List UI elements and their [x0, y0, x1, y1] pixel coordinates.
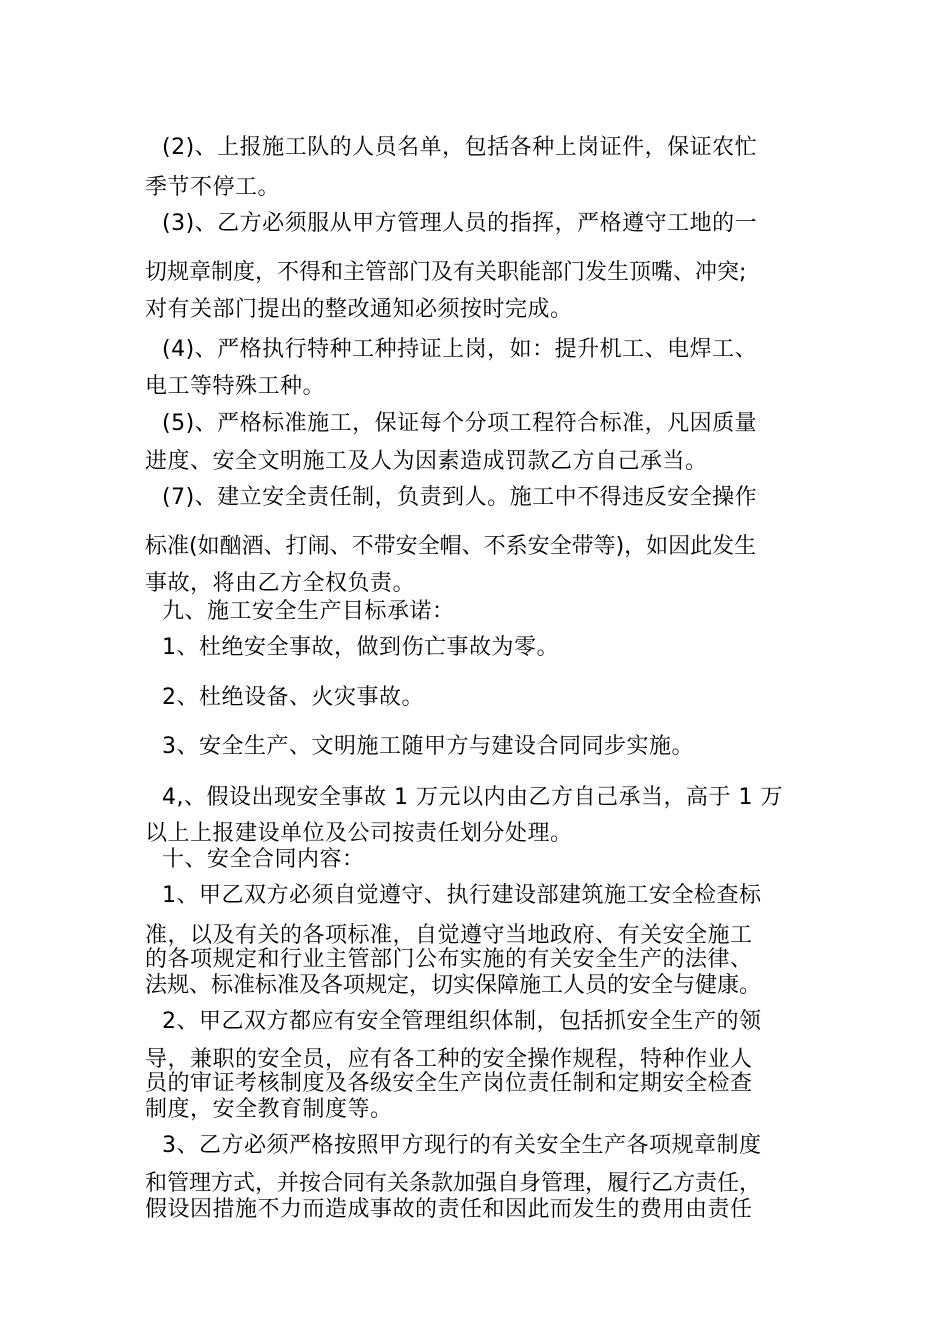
text-line: (2)、上报施工队的人员名单，包括各种上岗证件，保证农忙 — [162, 135, 758, 160]
text-line: 事故，将由乙方全权负责。 — [145, 571, 416, 596]
text-line: (4)、严格执行特种工种持证上岗，如：提升机工、电焊工、 — [162, 337, 758, 362]
text-line: (7)、建立安全责任制，负责到人。施工中不得违反安全操作 — [162, 485, 758, 510]
text-line: 1、甲乙双方必须自觉遵守、执行建设部建筑施工安全检查标 — [162, 883, 762, 908]
text-line: 切规章制度，不得和主管部门及有关职能部门发生顶嘴、冲突; — [145, 260, 747, 285]
text-line: 假设因措施不力而造成事故的责任和因此而发生的费用由责任 — [145, 1197, 753, 1222]
text-line: 以上上报建设单位及公司按责任划分处理。 — [145, 821, 573, 846]
text-line: (5)、严格标准施工，保证每个分项工程符合标准，凡因质量 — [162, 411, 758, 436]
section-heading: 十、安全合同内容： — [162, 847, 365, 872]
text-line: 1、杜绝安全事故，做到伤亡事故为零。 — [162, 635, 559, 660]
text-line: 制度，安全教育制度等。 — [145, 1097, 393, 1122]
text-line: 和管理方式，并按合同有关条款加强自身管理，履行乙方责任， — [145, 1171, 762, 1196]
text-line: 的各项规定和行业主管部门公布实施的有关安全生产的法律、 — [145, 947, 753, 972]
text-line: 准，以及有关的各项标准，自觉遵守当地政府、有关安全施工 — [145, 923, 753, 948]
text-line: 2、杜绝设备、火灾事故。 — [162, 685, 424, 710]
text-line: 3、安全生产、文明施工随甲方与建设合同同步实施。 — [162, 734, 694, 759]
text-line: 4,、假设出现安全事故 1 万元以内由乙方自己承当，高于 1 万 — [162, 785, 783, 810]
text-line: 2、甲乙双方都应有安全管理组织体制，包括抓安全生产的领 — [162, 1009, 762, 1034]
text-line: 员的审证考核制度及各级安全生产岗位责任制和定期安全检查 — [145, 1071, 753, 1096]
text-line: 标准(如酗酒、打闹、不带安全帽、不系安全带等)，如因此发生 — [145, 534, 757, 559]
text-line: 电工等特殊工种。 — [145, 374, 326, 399]
text-line: 法规、标准标准及各项规定，切实保障施工人员的安全与健康。 — [145, 973, 762, 998]
section-heading: 九、施工安全生产目标承诺： — [162, 599, 455, 624]
text-line: 对有关部门提出的整改通知必须按时完成。 — [145, 297, 573, 322]
text-line: 季节不停工。 — [145, 175, 281, 200]
text-line: (3)、乙方必须服从甲方管理人员的指挥，严格遵守工地的一 — [162, 211, 758, 236]
text-line: 进度、安全文明施工及人为因素造成罚款乙方自己承当。 — [145, 449, 708, 474]
text-line: 导，兼职的安全员，应有各工种的安全操作规程，特种作业人 — [145, 1047, 753, 1072]
text-line: 3、乙方必须严格按照甲方现行的有关安全生产各项规章制度 — [162, 1133, 762, 1158]
